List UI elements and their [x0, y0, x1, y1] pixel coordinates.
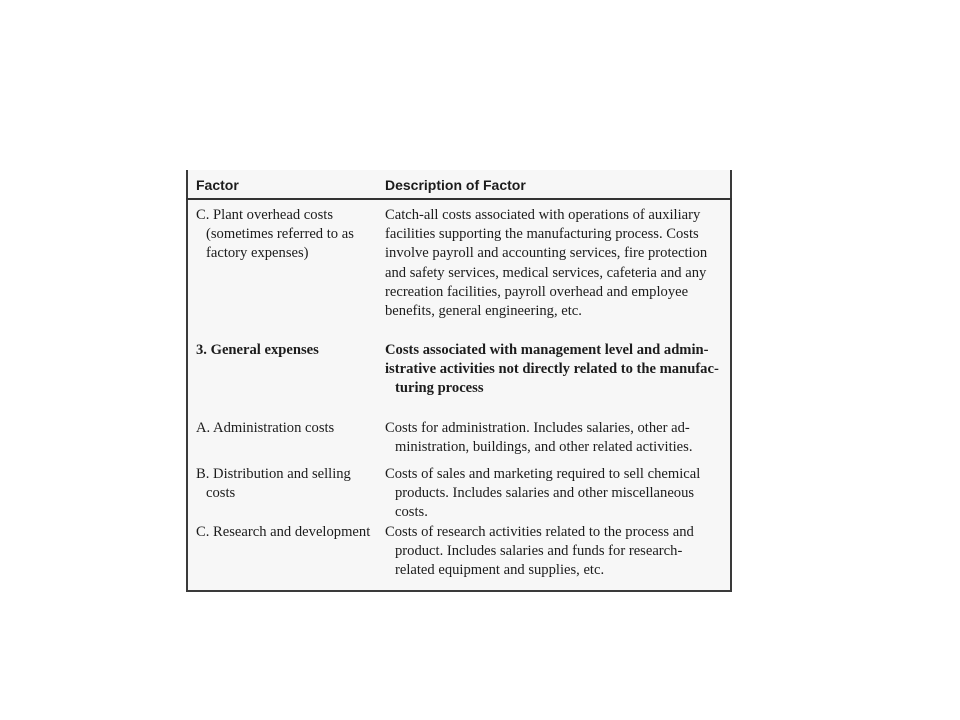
factor-line: factory expenses) [206, 245, 309, 262]
header-description: Description of Factor [385, 177, 526, 193]
description-line: product. Includes salaries and funds for research- [395, 543, 683, 560]
factor-line: 3. General expenses [196, 342, 319, 358]
description-line: turing process [395, 380, 484, 397]
description-line: Costs of sales and marketing required to sell chemical [385, 466, 701, 482]
factor-line: B. Distribution and selling [196, 466, 351, 482]
description-line: involve payroll and accounting services, fire protection [385, 245, 708, 262]
factor-line: (sometimes referred to as [206, 226, 354, 243]
description-line: Costs of research activities related to the process and [385, 524, 694, 540]
description-line: benefits, general engineering, etc. [385, 303, 582, 320]
description-line: recreation facilities, payroll overhead and employee [385, 283, 689, 300]
factor-cell [196, 206, 376, 264]
description-cell [385, 523, 725, 581]
description-cell [385, 341, 725, 399]
description-cell [385, 465, 725, 523]
description-line: ministration, buildings, and other related activities. [395, 439, 693, 456]
factor-line: A. Administration costs [196, 420, 335, 436]
factor-line: costs [206, 485, 236, 502]
description-cell [385, 206, 725, 321]
description-line: Catch-all costs associated with operations of auxiliary [385, 207, 701, 223]
factor-line: C. Plant overhead costs [196, 207, 333, 223]
description-line: products. Includes salaries and other miscellaneous [395, 485, 695, 502]
factor-cell [196, 465, 376, 503]
description-cell [385, 419, 725, 457]
factor-cell [196, 523, 376, 542]
factor-cell [196, 419, 376, 438]
description-line: and safety services, medical services, cafeteria and any [385, 264, 707, 281]
table-header [186, 170, 732, 200]
description-line: related equipment and supplies, etc. [395, 562, 605, 579]
factor-cell [196, 341, 376, 360]
factor-line: C. Research and development [196, 524, 371, 540]
description-line: istrative activities not directly related to the manufac- [385, 361, 719, 378]
description-line: costs. [395, 504, 428, 521]
header-factor: Factor [196, 177, 239, 193]
description-line: Costs for administration. Includes salaries, other ad- [385, 420, 690, 436]
description-line: facilities supporting the manufacturing process. Costs [385, 226, 699, 243]
scanned-table-image [186, 170, 732, 592]
description-line: Costs associated with management level and admin- [385, 342, 709, 358]
